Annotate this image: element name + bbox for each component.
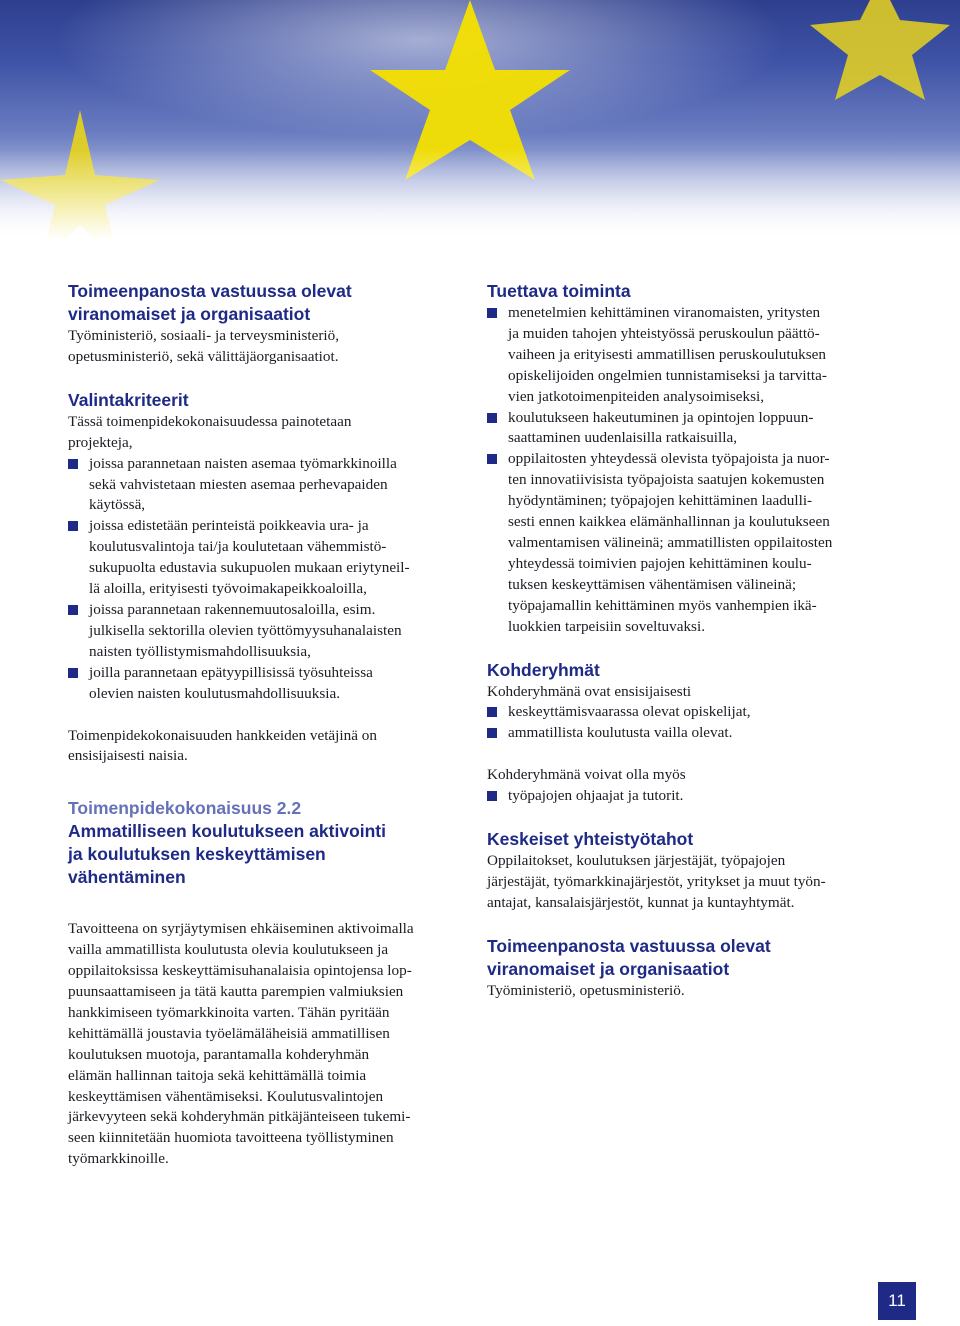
responsible-authorities-heading <box>68 280 458 326</box>
measure-body-text: Tavoitteena on syrjäytymisen ehkäiseminen aktivoimalla vailla ammatillista koulutusta olevia koulutukseen ja oppilaitoksissa keskeyttämisuhanalaisia opintojensa lop- puunsaattamiseen ja tätä kautta parempien valmiuksien hankkimiseen työmarkkinoita varten. Tähän pyritään kehittämällä joustavia työelämäläheisiä ammatillisen koulutuksen muotoja, parantamalla kohderyhmän elämän hallinnan taitoja sekä kehittämällä toimia keskeyttämisen vähentämiseksi. Koulutusvalintojen järkevyyteen sekä kohderyhmän pitkäjänteiseen tukemi- seen kiinnitetään huomiota tavoitteena työllistyminen työmarkkinoille. <box>68 920 414 1168</box>
text-line: opetusministeriö, sekä välittäjäorganisaatiot. <box>68 347 339 365</box>
project-leaders-note: Toimenpidekokonaisuuden hankkeiden vetäjinä on ensisijaisesti naisia. <box>68 726 377 765</box>
list-item: ammatillista koulutusta vailla olevat. <box>487 723 887 744</box>
selection-criteria-heading: Valintakriteerit <box>68 389 189 410</box>
measure-label: Toimenpidekokonaisuus 2.2 <box>68 798 302 819</box>
heading-line: Toimeenpanosta vastuussa olevat <box>68 281 352 301</box>
key-partners-text: Oppilaitokset, koulutuksen järjestäjät, työpajojen järjestäjät, työmarkkinajärjestöt, yritykset ja muut työn- antajat, kansalaisjärjestöt, kunnat ja kuntayhtymät. <box>487 852 826 911</box>
target-groups-heading: Kohderyhmät <box>487 659 600 680</box>
target-groups-intro-secondary: Kohderyhmänä voivat olla myös <box>487 766 686 784</box>
text-line: Työministeriö, sosiaali- ja terveysministeriö, <box>68 327 339 344</box>
eu-flag-banner <box>0 0 960 240</box>
target-groups-list <box>487 702 887 744</box>
star-left <box>0 110 160 240</box>
right-column <box>487 280 887 1002</box>
text-line: Tässä toimenpidekokonaisuudessa painotetaan <box>68 412 352 430</box>
page-number: 11 <box>878 1282 916 1320</box>
flag-stars <box>0 0 960 240</box>
target-groups-intro: Kohderyhmänä ovat ensisijaisesti <box>487 682 692 700</box>
list-item: koulutukseen hakeutuminen ja opintojen loppuun- saattaminen uudenlaisilla ratkaisuilla, <box>487 408 887 450</box>
star-center <box>370 0 570 180</box>
star-right <box>810 0 950 100</box>
list-item: oppilaitosten yhteydessä olevista työpajoista ja nuor- ten innovatiivisista työpajoista saatujen kokemusten hyödyntäminen; työpajojen kehittäminen laadulli- sesti ennen kaikkea elämänhallinnan ja koulutukseen valmentamisen välineinä; ammatillisten oppilaitosten yhteydessä toimivien pajojen kehittäminen koulu- tuksen keskeyttämisen vähentämisen välineinä; työpajamallin kehittäminen myös vanhempien ikä- luokkien tarpeisiin soveltuvaksi. <box>487 449 887 637</box>
heading-line: viranomaiset ja organisaatiot <box>68 304 311 324</box>
text-line: projekteja, <box>68 433 133 451</box>
responsible-authorities-text-2: Työministeriö, opetusministeriö. <box>487 981 685 999</box>
measure-title: Ammatilliseen koulutukseen aktivointi ja koulutuksen keskeyttämisen vähentäminen <box>68 821 386 888</box>
selection-criteria-intro <box>68 412 458 454</box>
list-item: joissa parannetaan rakennemuutosaloilla, esim. julkisella sektorilla olevien työttömyysuhanalaisten naisten työllistymismahdollisuuksia, <box>68 600 458 663</box>
supported-activities-heading: Tuettava toiminta <box>487 281 631 301</box>
left-column <box>68 280 458 1170</box>
list-item: keskeyttämisvaarassa olevat opiskelijat, <box>487 702 887 723</box>
target-groups-secondary-list <box>487 786 887 807</box>
key-partners-heading: Keskeiset yhteistyötahot <box>487 829 694 850</box>
list-item: joissa edistetään perinteistä poikkeavia ura- ja koulutusvalintoja tai/ja koulutetaan vähemmistö- sukupuolta edustavia sukupuolen mukaan eriytyneil- lä aloilla, erityisesti työvoimakapeikkoaloilla, <box>68 516 458 600</box>
list-item: joissa parannetaan naisten asemaa työmarkkinoilla sekä vahvistetaan miesten asemaa perhevapaiden käytössä, <box>68 454 458 517</box>
responsible-authorities-text <box>68 326 458 368</box>
list-item: työpajojen ohjaajat ja tutorit. <box>487 786 887 807</box>
list-item: joilla parannetaan epätyypillisissä työsuhteissa olevien naisten koulutusmahdollisuuksia. <box>68 663 458 705</box>
responsible-authorities-heading-2: Toimeenpanosta vastuussa olevat viranomaiset ja organisaatiot <box>487 935 771 979</box>
supported-activities-list <box>487 303 887 638</box>
list-item: menetelmien kehittäminen viranomaisten, yritysten ja muiden tahojen yhteistyössä peruskoulun päättö- vaiheen ja erityisesti ammatillisen peruskoulutuksen opiskelijoiden ongelmien tunnistamiseksi ja tarvitta- vien jatkotoimenpiteiden analysoimiseksi, <box>487 303 887 408</box>
selection-criteria-list <box>68 454 458 705</box>
